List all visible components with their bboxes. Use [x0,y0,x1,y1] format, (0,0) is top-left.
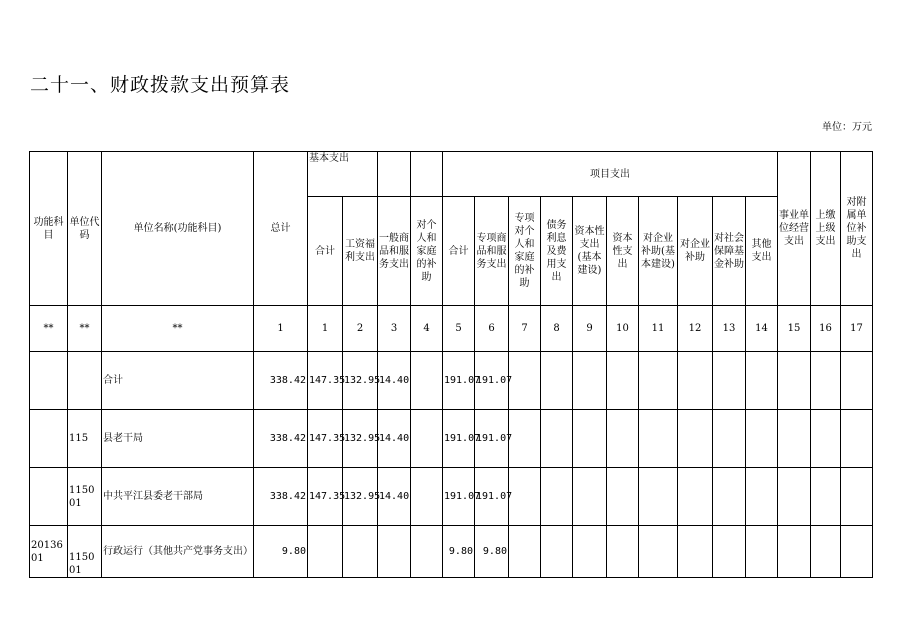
index-cell: 13 [713,306,746,352]
header-project-personal: 专项对个人和家庭的补助 [509,197,541,306]
empty-cell [678,410,713,468]
project-total-cell: 191.07 [443,352,475,410]
index-cell: ** [102,306,254,352]
project-goods-cell: 9.80 [475,526,509,578]
empty-cell [509,352,541,410]
table-row [30,468,873,526]
empty-cell [713,410,746,468]
basic-personal-cell [411,526,443,578]
empty-cell [607,410,639,468]
index-cell: ** [30,306,68,352]
project-goods-cell: 191.07 [475,468,509,526]
basic-total-cell: 147.35 [308,468,343,526]
func-code-cell [30,468,68,526]
header-unit-code: 单位代码 [68,152,102,306]
empty-cell [678,468,713,526]
table-row [30,410,873,468]
empty-cell [678,526,713,578]
header-basic-personal: 对个人和家庭的补助 [411,197,443,306]
header-project-debt: 债务利息及费用支出 [541,197,573,306]
header-project-other: 其他支出 [746,197,778,306]
empty-cell [746,468,778,526]
index-cell: 7 [509,306,541,352]
unit-code-cell: 115001 [68,526,102,578]
empty-cell [573,410,607,468]
header-unit-name: 单位名称(功能科目) [102,152,254,306]
basic-personal-cell [411,410,443,468]
header-project-enterprise: 对企业补助 [678,197,713,306]
header-basic-goods: 一般商品和服务支出 [378,197,411,306]
empty-cell [509,410,541,468]
index-cell: 16 [811,306,841,352]
page-title: 二十一、财政拨款支出预算表 [30,74,291,96]
basic-goods-cell: 14.40 [378,410,411,468]
empty-cell [713,526,746,578]
total-cell: 338.42 [254,468,308,526]
project-total-cell: 191.07 [443,468,475,526]
index-cell: 2 [343,306,378,352]
total-cell: 338.42 [254,410,308,468]
header-project-enterprise-construction: 对企业补助(基本建设) [639,197,678,306]
basic-wage-cell: 132.95 [343,468,378,526]
index-cell: 10 [607,306,639,352]
index-row [30,306,873,352]
index-cell: 1 [254,306,308,352]
header-basic: 基本支出 [308,152,378,197]
empty-cell [607,468,639,526]
unit-name-cell: 中共平江县委老干部局 [102,468,254,526]
empty-cell [639,352,678,410]
header-basic-blank-2 [411,152,443,197]
empty-cell [811,526,841,578]
empty-cell [678,352,713,410]
unit-code-cell [68,352,102,410]
unit-code-cell: 115001 [68,468,102,526]
header-project-total: 合计 [443,197,475,306]
index-cell: 3 [378,306,411,352]
unit-name-cell: 行政运行（其他共产党事务支出） [102,526,254,578]
empty-cell [841,468,873,526]
header-project: 项目支出 [443,152,778,197]
empty-cell [639,468,678,526]
func-code-cell [30,352,68,410]
basic-total-cell: 147.35 [308,352,343,410]
header-total: 总计 [254,152,308,306]
project-total-cell: 191.07 [443,410,475,468]
empty-cell [573,352,607,410]
header-func-code: 功能科目 [30,152,68,306]
empty-cell [607,526,639,578]
header-subsidy-affiliated: 对附属单位补助支出 [841,152,873,306]
empty-cell [841,526,873,578]
table-row [30,526,873,578]
basic-wage-cell: 132.95 [343,410,378,468]
empty-cell [811,352,841,410]
header-project-capital-construction: 资本性支出(基本建设) [573,197,607,306]
index-cell: 14 [746,306,778,352]
unit-name-cell: 合计 [102,352,254,410]
empty-cell [541,352,573,410]
empty-cell [746,526,778,578]
empty-cell [778,468,811,526]
total-cell: 338.42 [254,352,308,410]
empty-cell [607,352,639,410]
header-basic-wage: 工资福利支出 [343,197,378,306]
basic-personal-cell [411,352,443,410]
empty-cell [541,526,573,578]
basic-personal-cell [411,468,443,526]
index-cell: 4 [411,306,443,352]
index-cell: 8 [541,306,573,352]
empty-cell [541,410,573,468]
index-cell: 17 [841,306,873,352]
basic-total-cell [308,526,343,578]
empty-cell [639,526,678,578]
empty-cell [841,352,873,410]
empty-cell [746,410,778,468]
header-project-social-security: 对社会保障基金补助 [713,197,746,306]
empty-cell [509,526,541,578]
empty-cell [509,468,541,526]
project-goods-cell: 191.07 [475,352,509,410]
empty-cell [811,468,841,526]
index-cell: 1 [308,306,343,352]
index-cell: 6 [475,306,509,352]
basic-wage-cell [343,526,378,578]
total-cell: 9.80 [254,526,308,578]
project-total-cell: 9.80 [443,526,475,578]
index-cell: ** [68,306,102,352]
header-upper: 上缴上级支出 [811,152,841,306]
basic-goods-cell: 14.40 [378,468,411,526]
index-cell: 11 [639,306,678,352]
header-project-goods: 专项商品和服务支出 [475,197,509,306]
unit-label: 单位：万元 [822,122,872,133]
basic-goods-cell [378,526,411,578]
empty-cell [746,352,778,410]
empty-cell [778,526,811,578]
empty-cell [713,468,746,526]
basic-goods-cell: 14.40 [378,352,411,410]
index-cell: 9 [573,306,607,352]
header-business: 事业单位经营支出 [778,152,811,306]
empty-cell [778,410,811,468]
empty-cell [713,352,746,410]
empty-cell [573,468,607,526]
budget-table [29,151,873,578]
basic-wage-cell: 132.95 [343,352,378,410]
basic-total-cell: 147.35 [308,410,343,468]
empty-cell [811,410,841,468]
empty-cell [573,526,607,578]
empty-cell [841,410,873,468]
project-goods-cell: 191.07 [475,410,509,468]
index-cell: 5 [443,306,475,352]
unit-name-cell: 县老干局 [102,410,254,468]
header-project-capital: 资本性支出 [607,197,639,306]
header-basic-blank-1 [378,152,411,197]
func-code-cell: 2013601 [30,526,68,578]
func-code-cell [30,410,68,468]
table-row [30,352,873,410]
header-basic-total: 合计 [308,197,343,306]
index-cell: 15 [778,306,811,352]
empty-cell [639,410,678,468]
empty-cell [541,468,573,526]
index-cell: 12 [678,306,713,352]
unit-code-cell: 115 [68,410,102,468]
empty-cell [778,352,811,410]
